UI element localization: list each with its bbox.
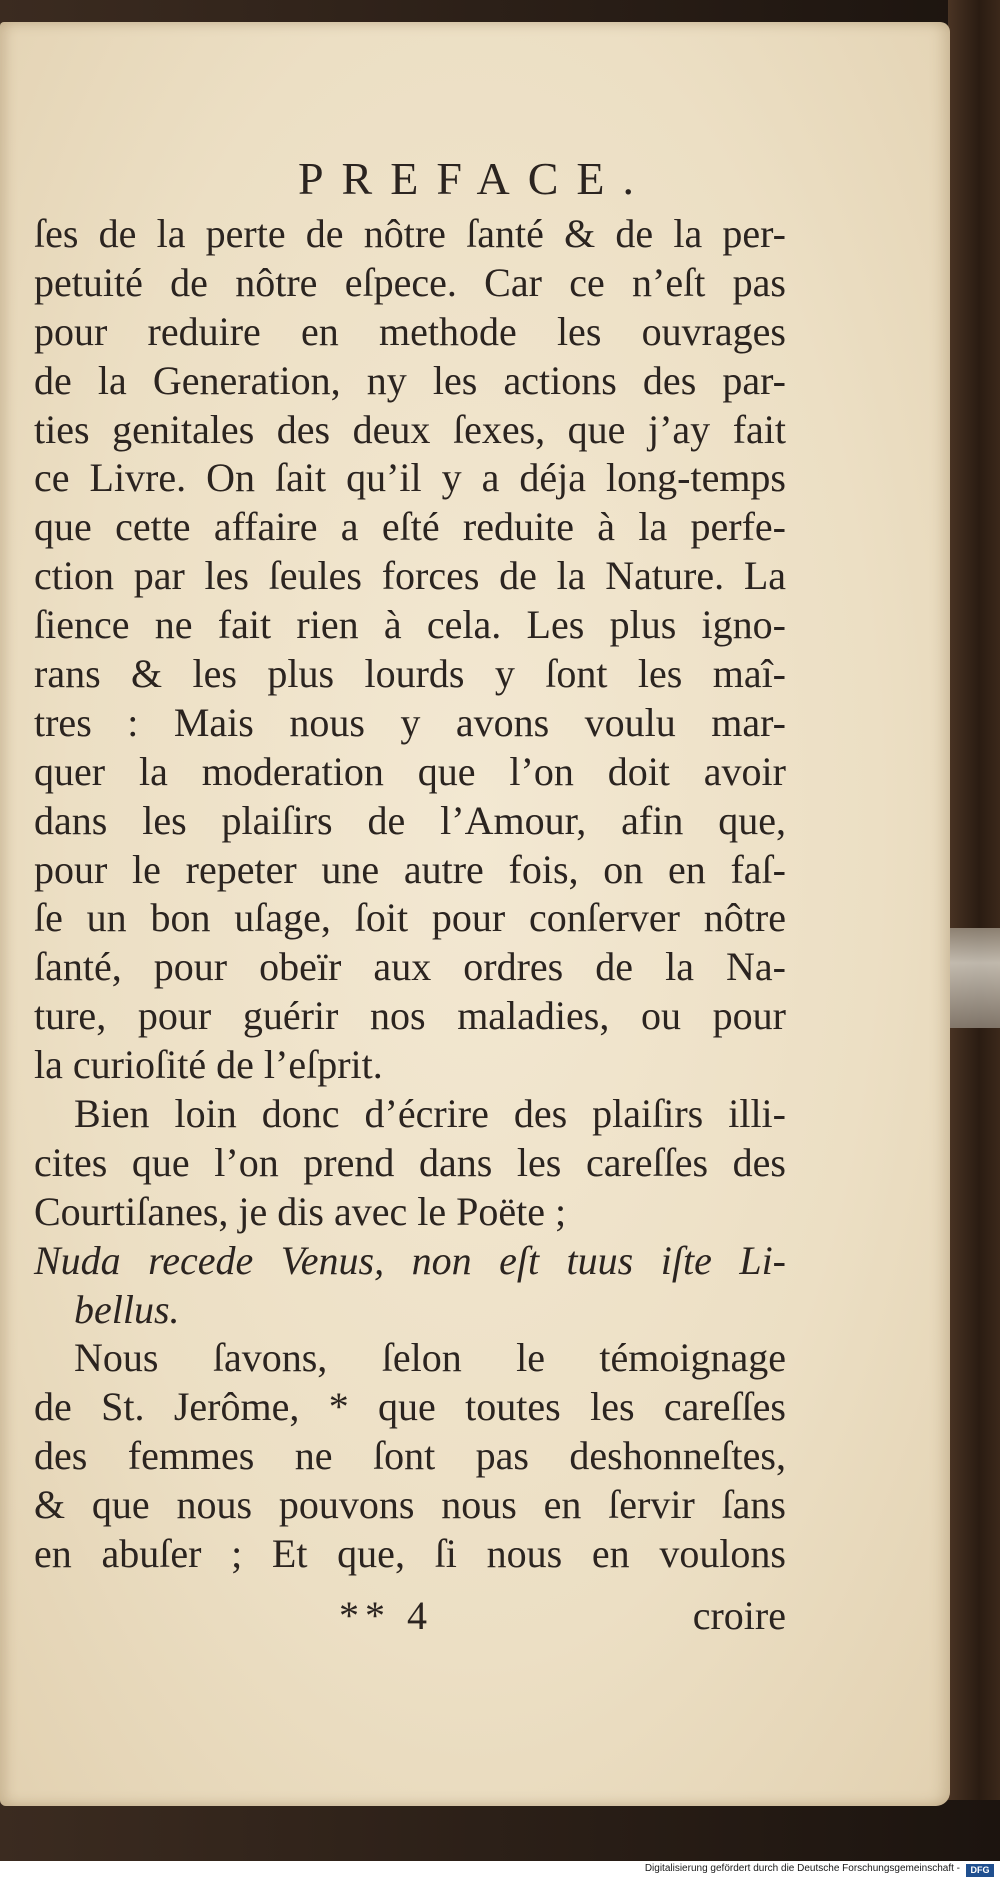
text-line: rans & les plus lourds y ſont les maî- [34, 651, 786, 697]
text-line: Courtiſanes, je dis avec le Poëte ; [34, 1188, 567, 1234]
verse-line: Nuda recede Venus, non eſt tuus iſte Li- [34, 1237, 786, 1283]
text-line: petuité de nôtre eſpece. Car ce n’eſt pas [34, 259, 786, 305]
text-line: que cette affaire a eſté reduite à la perfe- [34, 504, 786, 550]
catchword: croire [692, 1593, 786, 1638]
text-line: en abuſer ; Et que, ſi nous en voulons [34, 1531, 786, 1577]
book-spine [948, 0, 1000, 1800]
text-line: ſes de la perte de nôtre ſanté & de la per- [34, 211, 786, 256]
text-line: quer la moderation que l’on doit avoir [34, 748, 786, 794]
text-line: ſe un bon uſage, ſoit pour conſerver nôtre [34, 895, 786, 941]
book-page [0, 22, 950, 1806]
text-line: ties genitales des deux ſexes, que j’ay fait [34, 406, 786, 452]
text-line: pour reduire en methode les ouvrages [34, 308, 786, 354]
text-line: ce Livre. On ſait qu’il y a déja long-temps [34, 455, 786, 501]
text-line: Nous ſavons, ſelon le témoignage [74, 1335, 786, 1381]
text-line: dans les plaiſirs de l’Amour, afin que, [34, 797, 786, 843]
text-line: tres : Mais nous y avons voulu mar- [34, 699, 786, 745]
running-head: PREFACE. [297, 153, 653, 204]
text-line: & que nous pouvons nous en ſervir ſans [34, 1482, 786, 1528]
text-line: de St. Jerôme, * que toutes les careſſes [34, 1384, 786, 1430]
text-line: la curioſité de l’eſprit. [34, 1042, 383, 1088]
page-text [34, 210, 786, 1579]
text-line: de la Generation, ny les actions des par- [34, 357, 786, 403]
text-line: ſanté, pour obeïr aux ordres de la Na- [34, 944, 786, 990]
dfg-logo: DFG [966, 1864, 994, 1877]
page-footer [34, 1592, 786, 1644]
text-line: ction par les ſeules forces de la Nature. La [34, 553, 786, 599]
text-line: pour le repeter une autre fois, on en faſ- [34, 846, 786, 892]
digitization-credit: Digitalisierung gefördert durch die Deutsche Forschungsgemeinschaft - [644, 1863, 960, 1874]
verse-line: bellus. [74, 1286, 180, 1332]
text-line: ſience ne fait rien à cela. Les plus igno- [34, 602, 786, 648]
text-line: des femmes ne ſont pas deshonneſtes, [34, 1433, 786, 1479]
signature-mark: ** 4 [339, 1593, 433, 1638]
text-line: Bien loin donc d’écrire des plaiſirs illi- [74, 1091, 786, 1137]
text-line: cites que l’on prend dans les careſſes des [34, 1139, 786, 1185]
text-line: ture, pour guérir nos maladies, ou pour [34, 993, 786, 1039]
